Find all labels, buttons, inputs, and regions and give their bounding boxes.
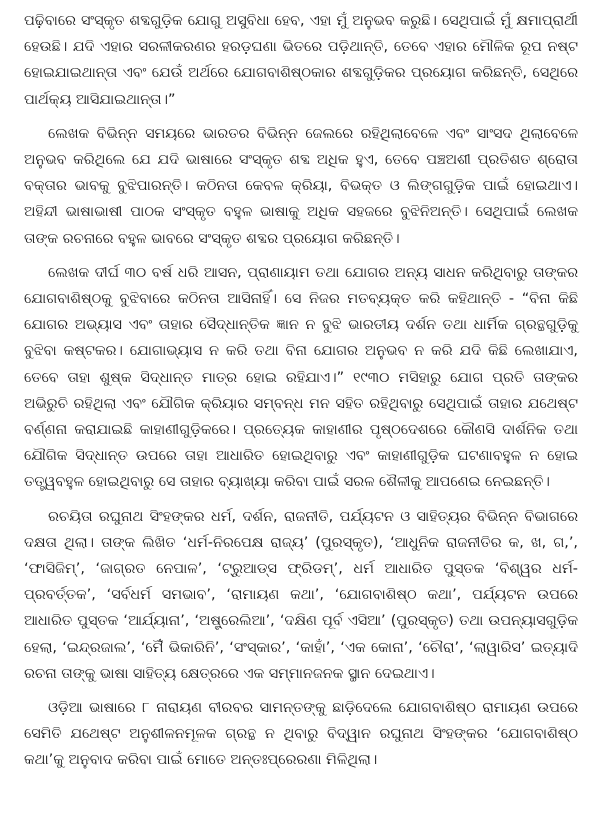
paragraph-2: ଲେଖକ ବିଭିନ୍ନ ସମୟରେ ଭାରତର ବିଭିନ୍ନ ଜେଲରେ ରହିଥିଲାବେଳେ ଏବଂ ସାଂସଦ ଥିଲାବେଳେ ଅନୁଭବ କରିଥିଲେ ଯେ ଯଦି ଭାଷାରେ ସଂସ୍କୃତ ଶବ୍ଦ ଅଧିକ ହୁଏ, ତେବେ ପଞ୍ଚଅଶୀ ପ୍ରତିଶତ ଶ୍ରୋତା ବକ୍ତାର ଭାବକୁ ବୁଝିପାରନ୍ତି। କଠିନତା କେବଳ କ୍ରିୟା, ବିଭକ୍ତ ଓ ଲିଙ୍ଗଗୁଡ଼ିକ ପାଇଁ ହୋଇଥାଏ। ଅହିନ୍ଦୀ ଭାଷାଭାଷୀ ପାଠକ ସଂସ୍କୃତ ବହୁଳ ଭାଷାକୁ ଅଧିକ ସହଜରେ ବୁଝିନିଅନ୍ତି। ସେଥିପାଇଁ ଲେଖକ ତାଙ୍କ ରଚନାରେ ବହୁଳ ଭାବରେ ସଂସ୍କୃତ ଶବ୍ଦର ପ୍ରୟୋଗ କରିଛନ୍ତି। [24,125,578,247]
paragraph-4: ରଚୟିତା ରଘୁନାଥ ସିଂହଙ୍କର ଧର୍ମ, ଦର୍ଶନ, ରାଜନୀତି, ପର୍ଯ୍ୟଟନ ଓ ସାହିତ୍ୟର ବିଭିନ୍ନ ବିଭାଗରେ ଦକ୍ଷତା ଥିଲା। ତାଙ୍କ ଲିଖିତ ‘ଧର୍ମ-ନିରପେକ୍ଷ ରାଜ୍ୟ’ (ପୁରସ୍କୃତ), ‘ଆଧୁନିକ ରାଜନୀତିର କ, ଖ, ଗ,’, ‘ଫାସିଜିମ୍’, ‘ଜାଗ୍ରତ ନେପାଳ’, ‘ଟ୍ରୁଆଡ୍ସ ଫ୍ରିଡମ୍’, ଧର୍ମ ଆଧାରିତ ପୁସ୍ତକ ‘ବିଶ୍ୱର ଧର୍ମ-ପ୍ରବର୍ତ୍ତକ’, ‘ସର୍ବଧର୍ମ ସମଭାବ’, ‘ରାମାୟଣ କଥା’, ‘ଯୋଗବାଶିଷ୍ଠ କଥା’, ପର୍ଯ୍ୟଟନ ଉପରେ ଆଧାରିତ ପୁସ୍ତକ ‘ଆର୍ଯ୍ୟାନା’, ‘ଅଷ୍ଟ୍ରେଲିଆ’, ‘ଦକ୍ଷିଣ ପୂର୍ବ ଏସିଆ’ (ପୁରସ୍କୃତ) ତଥା ଉପନ୍ୟାସଗୁଡ଼ିକ ହେଲା, ‘ଇନ୍ଦ୍ରଜାଲ’, ‘ମୈଁ ଭିକାରିନି’, ‘ସଂସ୍କାର’, ‘କାହାଁ’, ‘ଏକ କୋନା’, ‘ଚୌରା’, ‘ଲାୱାରିସ’ ଇତ୍ୟାଦି ରଚନା ତାଙ୍କୁ ଭାଷା ସାହିତ୍ୟ କ୍ଷେତ୍ରରେ ଏକ ସମ୍ମାନଜନକ ସ୍ଥାନ ଦେଇଥାଏ। [24,508,578,682]
paragraph-1: ପଢ଼ିବାରେ ସଂସ୍କୃତ ଶବ୍ଦଗୁଡ଼ିକ ଯୋଗୁ ଅସୁବିଧା ହେବ, ଏହା ମୁଁ ଅନୁଭବ କରୁଛି। ସେଥିପାଇଁ ମୁଁ କ୍ଷମାପ୍ରାର୍ଥୀ ହେଉଛି। ଯଦି ଏହାର ସରଳୀକରଣର ହରଡ଼ଘଣା ଭିତରେ ପଡ଼ିଥାନ୍ତି, ତେବେ ଏହାର ମୌଳିକ ରୂପ ନଷ୍ଟ ହୋଇଯାଇଥାନ୍ତା ଏବଂ ଯେଉଁ ଅର୍ଥରେ ଯୋଗବାଶିଷ୍ଠକାର ଶବ୍ଦଗୁଡ଼ିକର ପ୍ରୟୋଗ କରିଛନ୍ତି, ସେଥିରେ ପାର୍ଥକ୍ୟ ଆସିଯାଇଥାନ୍ତା।” [24,13,578,108]
paragraph-3: ଲେଖକ ଦୀର୍ଘ ୩୦ ବର୍ଷ ଧରି ଆସନ, ପ୍ରାଣାୟାମ ତଥା ଯୋଗର ଅନ୍ୟ ସାଧନ କରିଥିବାରୁ ତାଙ୍କର ଯୋଗବାଶିଷ୍ଠକୁ ବୁଝିବାରେ କଠିନତା ଆସିନାହିଁ। ସେ ନିଜର ମତବ୍ୟକ୍ତ କରି କହିଥାନ୍ତି - “ବିନା କିଛି ଯୋଗର ଅଭ୍ୟାସ ଏବଂ ତାହାର ସୈଦ୍ଧାନ୍ତିକ ଜ୍ଞାନ ନ ବୁଝି ଭାରତୀୟ ଦର୍ଶନ ତଥା ଧାର୍ମିକ ଗ୍ରନ୍ଥଗୁଡ଼ିକୁ ବୁଝିବା କଷ୍ଟକର। ଯୋଗାଭ୍ୟାସ ନ କରି ତଥା ବିନା ଯୋଗର ଅନୁଭବ ନ କରି ଯଦି କିଛି ଲେଖାଯାଏ, ତେବେ ତାହା ଶୁଷ୍କ ସିଦ୍ଧାନ୍ତ ମାତ୍ର ହୋଇ ରହିଯାଏ।” ୧୯୩୦ ମସିହାରୁ ଯୋଗ ପ୍ରତି ତାଙ୍କର ଅଭିରୁଚି ରହିଥିଲା ଏବଂ ଯୌଗିକ କ୍ରିୟାର ସମ୍ବନ୍ଧ ମନ ସହିତ ରହିଥିବାରୁ ସେଥିପାଇଁ ତାହାର ଯଥେଷ୍ଟ ବର୍ଣ୍ଣନା କରାଯାଇଛି କାହାଣୀଗୁଡ଼ିକରେ। ପ୍ରତ୍ୟେକ କାହାଣୀର ପୃଷ୍ଠଦେଶରେ କୌଣସି ଦାର୍ଶନିକ ତଥା ଯୌଗିକ ସିଦ୍ଧାନ୍ତ ଉପରେ ତାହା ଆଧାରିତ ହୋଇଥିବାରୁ ଏବଂ କାହାଣୀଗୁଡ଼ିକ ଘଟଣାବହୁଳ ନ ହୋଇ ତତ୍ତ୍ୱବହୁଳ ହୋଇଥିବାରୁ ସେ ତାହାର ବ୍ୟାଖ୍ୟା କରିବା ପାଇଁ ସରଳ ଶୈଳୀକୁ ଆପଣେଇ ନେଇଛନ୍ତି। [24,264,578,491]
paragraph-5: ଓଡ଼ିଆ ଭାଷାରେ ୮ ନାରାୟଣ ବୀରବର ସାମନ୍ତଙ୍କୁ ଛାଡ଼ିଦେଲେ ଯୋଗବାଶିଷ୍ଠ ରାମାୟଣ ଉପରେ ସେମିତି ଯଥେଷ୍ଟ ଅନୁଶୀଳନମୂଳକ ଗ୍ରନ୍ଥ ନ ଥିବାରୁ ବିଦ୍ୱାନ ରଘୁନାଥ ସିଂହଙ୍କର ‘ଯୋଗବାଶିଷ୍ଠ କଥା’କୁ ଅନୁବାଦ କରିବା ପାଇଁ ମୋତେ ଅନ୍ତଃପ୍ରେରଣା ମିଳିଥିଲା। [24,700,578,769]
